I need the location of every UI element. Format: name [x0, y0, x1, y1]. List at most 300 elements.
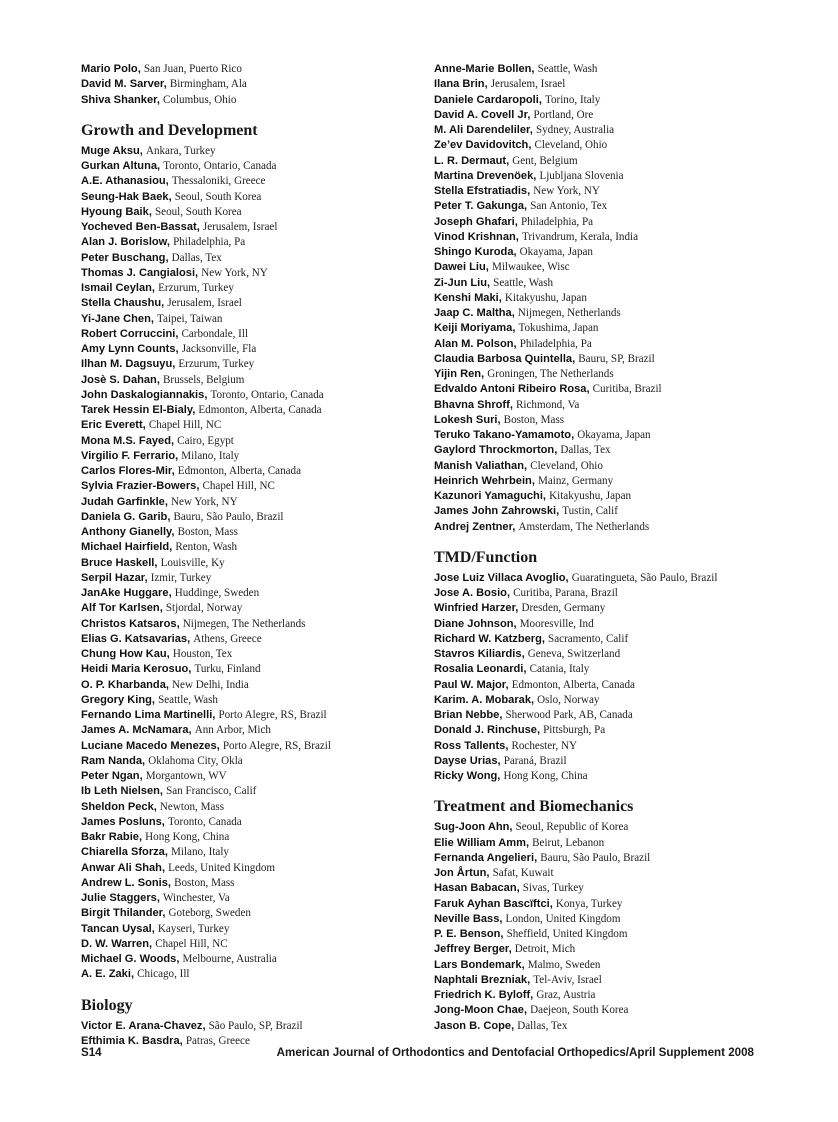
reviewer-location: Boston, Mass: [503, 413, 565, 426]
reviewer-location: Okayama, Japan: [577, 429, 651, 441]
reviewer-entry: [81, 190, 421, 205]
reviewer-entry: [81, 525, 421, 540]
reviewer-name: Virgilio F. Ferrario: [81, 449, 176, 462]
name-separator: ,: [497, 413, 504, 426]
name-separator: ,: [172, 358, 179, 371]
reviewer-location: Cairo, Egypt: [177, 434, 234, 447]
reviewer-location: Bauru, São Paulo, Brazil: [540, 851, 651, 864]
reviewer-name: John Daskalogiannakis: [81, 388, 205, 401]
reviewer-location: Chicago, Ill: [137, 968, 190, 981]
reviewer-name: Gaylord Throckmorton: [434, 444, 555, 457]
reviewer-location: Mooresville, Ind: [519, 617, 594, 630]
reviewer-location: Jerusalem, Israel: [167, 297, 242, 310]
reviewer-name: Ilhan M. Dagsuyu: [81, 358, 173, 371]
name-separator: ,: [202, 1019, 209, 1032]
reviewer-name: Neville Bass: [434, 912, 500, 925]
reviewer-location: Hong Kong, China: [145, 831, 230, 843]
reviewer-name: Ib Leth Nielsen: [81, 785, 160, 798]
reviewer-entry: [81, 495, 421, 510]
reviewer-location: Carbondale, Ill: [181, 327, 249, 340]
reviewer-name: Edvaldo Antoni Ribeiro Rosa: [434, 383, 587, 396]
name-separator: ,: [139, 144, 146, 157]
reviewer-entry: [434, 571, 804, 586]
reviewer-entry: [434, 739, 804, 754]
reviewer-entry: [434, 93, 804, 108]
reviewer-entry: [81, 418, 421, 433]
name-separator: ,: [171, 434, 178, 447]
reviewer-location: Milwaukee, Wisc: [491, 261, 570, 274]
name-separator: ,: [527, 185, 534, 197]
reviewer-entry: [81, 434, 421, 449]
reviewer-name: Thomas J. Cangialosi: [81, 266, 196, 279]
reviewer-location: Okayama, Japan: [519, 246, 593, 258]
reviewer-location: Jerusalem, Israel: [490, 78, 566, 91]
reviewer-entry: [81, 388, 421, 403]
reviewer-name: Anne-Marie Bollen: [434, 63, 532, 75]
name-separator: ,: [511, 1019, 518, 1032]
reviewer-location: Detroit, Mich: [514, 943, 576, 956]
name-separator: ,: [515, 602, 522, 615]
reviewer-location: Newton, Mass: [159, 800, 225, 813]
reviewer-entry: [434, 459, 804, 474]
name-separator: ,: [505, 739, 512, 752]
page-footer: [81, 1046, 754, 1062]
name-separator: ,: [156, 892, 164, 904]
name-separator: ,: [163, 78, 170, 91]
name-separator: ,: [571, 429, 578, 441]
reviewer-location: Trivandrum, Kerala, India: [521, 230, 638, 243]
reviewer-entry: [434, 601, 804, 616]
reviewer-name: Brian Nebbe: [434, 709, 500, 721]
name-separator: ,: [541, 632, 549, 645]
reviewer-entry: [81, 235, 421, 250]
name-separator: ,: [153, 800, 160, 813]
name-separator: ,: [148, 205, 155, 218]
reviewer-name: Joseph Ghafari: [434, 215, 515, 228]
name-separator: ,: [531, 63, 538, 75]
reviewer-name: Teruko Takano-Yamamoto: [434, 429, 572, 441]
reviewer-name: Sheldon Peck: [81, 800, 154, 813]
reviewer-location: Paraná, Brazil: [503, 754, 567, 767]
reviewer-name: Michael G. Woods: [81, 953, 177, 965]
reviewer-location: São Paulo, SP, Brazil: [208, 1019, 303, 1032]
name-separator: ,: [151, 282, 159, 294]
reviewer-entry: [434, 973, 804, 988]
reviewer-location: New York, NY: [201, 266, 268, 279]
reviewer-location: Malmo, Sweden: [527, 958, 601, 971]
reviewer-entry: [434, 321, 804, 336]
reviewer-entry: [434, 723, 804, 738]
name-separator: ,: [531, 474, 538, 487]
name-separator: ,: [195, 266, 202, 279]
reviewer-name: Ze’ev Davidovitch: [434, 139, 529, 152]
name-separator: ,: [187, 632, 194, 645]
name-separator: ,: [188, 663, 195, 676]
reviewer-name: Anthony Gianelly: [81, 526, 172, 538]
reviewer-name: Efthimia K. Basdra: [81, 1034, 180, 1047]
reviewer-entry: [81, 861, 421, 876]
reviewer-entry: [81, 373, 421, 388]
reviewer-name: Peter T. Gakunga: [434, 200, 525, 213]
name-separator: ,: [513, 246, 520, 258]
reviewer-location: Seoul, South Korea: [154, 205, 242, 218]
reviewer-name: James John Zahrowski: [434, 505, 557, 518]
reviewer-location: Gent, Belgium: [512, 154, 578, 167]
reviewer-location: Sheffield, United Kingdom: [506, 928, 628, 940]
reviewer-location: Curitiba, Brazil: [592, 383, 662, 396]
reviewer-name: Robert Corruccini: [81, 327, 176, 340]
name-separator: ,: [142, 419, 149, 432]
reviewer-location: Sherwood Park, AB, Canada: [505, 709, 633, 721]
name-separator: ,: [175, 449, 182, 462]
reviewer-entry: [434, 504, 804, 519]
reviewer-entry: [434, 428, 804, 443]
reviewer-name: Stella Efstratiadis: [434, 185, 528, 197]
reviewer-entry: [434, 912, 804, 927]
section-heading-growth-and-development: Growth and Development: [81, 121, 258, 139]
reviewer-name: Heinrich Wehrbein: [434, 474, 532, 487]
reviewer-location: Milano, Italy: [181, 449, 240, 462]
reviewer-entry: [434, 617, 804, 632]
reviewer-location: Sivas, Turkey: [522, 882, 584, 895]
name-separator: ,: [166, 648, 173, 660]
reviewer-name: Sug-Joon Ahn: [434, 821, 510, 834]
name-separator: ,: [531, 693, 538, 706]
name-separator: ,: [513, 337, 520, 350]
reviewer-entry: [434, 754, 804, 769]
name-separator: ,: [139, 770, 146, 782]
reviewer-entry: [434, 291, 804, 306]
reviewer-location: Dallas, Tex: [171, 251, 222, 264]
reviewer-entry: [434, 77, 804, 92]
reviewer-name: Daniele Cardaropoli: [434, 93, 539, 106]
reviewer-location: Bauru, São Paulo, Brazil: [173, 510, 284, 523]
reviewer-name: Judah Garfinkle: [81, 495, 165, 508]
reviewer-entry: [81, 830, 421, 845]
right-column: [434, 62, 804, 1034]
name-separator: ,: [164, 495, 172, 508]
reviewer-entry: [81, 556, 421, 571]
reviewer-entry: [81, 586, 421, 601]
reviewer-entry: [81, 937, 421, 952]
reviewer-name: David M. Sarver: [81, 78, 164, 91]
reviewer-name: Stella Chaushu: [81, 297, 162, 310]
reviewer-name: Karim. A. Mobarak: [434, 693, 531, 706]
reviewer-name: Christos Katsaros: [81, 617, 177, 630]
reviewer-entry: [81, 754, 421, 769]
reviewer-name: Peter Ngan: [81, 770, 140, 782]
reviewer-entry: [81, 510, 421, 525]
name-separator: ,: [565, 571, 572, 584]
reviewer-location: Sydney, Australia: [535, 124, 615, 136]
reviewer-location: Seoul, South Korea: [174, 190, 262, 203]
reviewer-entry: [434, 708, 804, 723]
reviewer-name: Mona M.S. Fayed: [81, 434, 171, 447]
name-separator: ,: [505, 678, 512, 691]
reviewer-name: Fernando Lima Martinelli: [81, 709, 213, 721]
reviewer-location: Athens, Greece: [193, 632, 262, 645]
reviewer-entry: [434, 693, 804, 708]
reviewer-location: Konya, Turkey: [555, 897, 623, 910]
name-separator: ,: [499, 709, 506, 721]
reviewer-name: James Posluns: [81, 815, 162, 828]
reviewer-location: Boston, Mass: [174, 876, 235, 889]
reviewer-name: Diane Johnson: [434, 617, 514, 630]
reviewer-location: Tokushima, Japan: [518, 322, 599, 335]
reviewer-location: Kitakyushu, Japan: [504, 291, 587, 304]
name-separator: ,: [179, 1034, 186, 1047]
name-separator: ,: [533, 169, 540, 182]
reviewer-entry: [434, 678, 804, 693]
reviewer-entry: [434, 647, 804, 662]
reviewer-entry: [81, 144, 421, 159]
name-separator: ,: [216, 739, 223, 752]
name-separator: ,: [549, 897, 556, 910]
reviewer-entry: [81, 739, 421, 754]
reviewer-entry: [434, 215, 804, 230]
reviewer-location: Philadelphia, Pa: [520, 215, 594, 228]
name-separator: ,: [536, 724, 544, 737]
name-separator: ,: [165, 175, 172, 188]
reviewer-location: Chapel Hill, NC: [202, 480, 275, 493]
name-separator: ,: [527, 108, 534, 121]
reviewer-location: Izmir, Turkey: [150, 571, 212, 584]
reviewer-location: San Juan, Puerto Rico: [143, 63, 242, 75]
reviewer-name: Tarek Hessin El-Bialy: [81, 404, 193, 416]
reviewer-location: Taipei, Taiwan: [157, 312, 223, 325]
reviewer-name: A. E. Zaki: [81, 968, 131, 981]
reviewer-location: Renton, Wash: [175, 541, 238, 554]
name-separator: ,: [528, 139, 535, 152]
reviewer-name: James A. McNamara: [81, 724, 189, 737]
reviewer-entry: [434, 337, 804, 352]
reviewer-location: Pittsburgh, Pa: [543, 724, 606, 737]
reviewer-entry: [81, 845, 421, 860]
reviewer-name: M. Ali Darendeliler: [434, 124, 530, 136]
reviewer-name: Winfried Harzer: [434, 602, 516, 615]
left-column: [81, 62, 421, 1049]
reviewer-name: Fernanda Angelieri: [434, 851, 535, 864]
reviewer-name: Seung-Hak Baek: [81, 190, 169, 203]
reviewer-name: Jose A. Bosio: [434, 587, 507, 599]
name-separator: ,: [513, 617, 520, 630]
reviewer-entry: [81, 449, 421, 464]
reviewer-name: Alf Tor Karlsen: [81, 602, 160, 615]
reviewer-name: Bhavna Shroff: [434, 398, 510, 411]
reviewer-name: Bruce Haskell: [81, 556, 155, 569]
reviewer-location: Boston, Mass: [177, 526, 238, 538]
name-separator: ,: [138, 831, 146, 843]
reviewer-location: Jacksonville, Fla: [181, 343, 257, 355]
name-separator: ,: [506, 154, 513, 167]
reviewer-name: Rosalia Leonardi: [434, 663, 524, 676]
reviewer-name: Tancan Uysal: [81, 922, 152, 935]
reviewer-entry: [434, 958, 804, 973]
reviewer-entry: [81, 906, 421, 921]
reviewer-name: Kenshi Maki: [434, 291, 499, 304]
reviewer-entry: [434, 62, 804, 77]
name-separator: ,: [176, 953, 183, 965]
reviewer-location: Ann Arbor, Mich: [194, 724, 271, 737]
reviewer-name: Josè S. Dahan: [81, 373, 157, 386]
reviewer-entry: [81, 784, 421, 799]
reviewer-name: Mario Polo: [81, 63, 138, 75]
name-separator: ,: [487, 276, 494, 289]
reviewer-name: Peter Buschang: [81, 251, 166, 264]
reviewer-entry: [81, 601, 421, 616]
reviewer-entry: [81, 327, 421, 342]
name-separator: ,: [498, 291, 505, 304]
reviewer-location: Patras, Greece: [185, 1034, 250, 1047]
page-number: S14: [81, 1046, 102, 1059]
reviewer-location: Geneva, Switzerland: [527, 648, 621, 660]
reviewer-name: Yijin Ren: [434, 368, 482, 380]
name-separator: ,: [166, 236, 174, 249]
reviewer-location: Huddinge, Sweden: [174, 587, 260, 599]
reviewer-name: Andrej Zentner: [434, 520, 513, 533]
reviewer-location: Morgantown, WV: [145, 770, 227, 782]
reviewer-entry: [434, 662, 804, 677]
reviewer-entry: [434, 866, 804, 881]
reviewer-entry: [434, 138, 804, 153]
name-separator: ,: [499, 912, 506, 925]
reviewer-name: Alan M. Polson: [434, 337, 514, 350]
reviewer-name: Keiji Moriyama: [434, 322, 513, 335]
reviewer-location: Beirut, Lebanon: [532, 836, 605, 849]
reviewer-entry: [81, 464, 421, 479]
reviewer-name: Yi-Jane Chen: [81, 312, 151, 325]
section-heading-treatment-and-biomechanics: Treatment and Biomechanics: [434, 798, 634, 816]
reviewer-location: Kayseri, Turkey: [157, 922, 230, 935]
name-separator: ,: [481, 368, 488, 380]
reviewer-location: Dallas, Tex: [560, 444, 611, 457]
reviewer-entry: [81, 815, 421, 830]
reviewer-name: P. E. Benson: [434, 928, 501, 940]
reviewer-name: Ismail Ceylan: [81, 282, 152, 294]
name-separator: ,: [506, 587, 514, 599]
name-separator: ,: [159, 602, 166, 615]
reviewer-location: Edmonton, Alberta, Canada: [511, 678, 635, 691]
reviewer-name: Lars Bondemark: [434, 958, 522, 971]
reviewer-name: Andrew L. Sonis: [81, 876, 168, 889]
reviewer-name: A.E. Athanasiou: [81, 175, 166, 188]
reviewer-entry: [81, 617, 421, 632]
journal-title: American Journal of Orthodontics and Dentofacial Orthopedics/April Supplement 2008: [276, 1046, 754, 1059]
name-separator: ,: [527, 973, 534, 986]
reviewer-name: Lokesh Suri: [434, 413, 498, 426]
reviewer-location: Porto Alegre, RS, Brazil: [222, 739, 331, 752]
reviewer-location: New York, NY: [171, 495, 238, 508]
reviewer-entry: [434, 108, 804, 123]
reviewer-entry: [81, 220, 421, 235]
reviewer-entry: [81, 205, 421, 220]
name-separator: ,: [167, 510, 174, 523]
reviewer-name: Jeffrey Berger: [434, 943, 509, 956]
reviewer-location: Winchester, Va: [163, 892, 230, 904]
reviewer-name: Elias G. Katsavarias: [81, 632, 188, 645]
reviewer-location: Milano, Italy: [171, 846, 229, 859]
name-separator: ,: [167, 876, 175, 889]
reviewer-location: Oslo, Norway: [537, 693, 600, 706]
reviewer-location: Guaratingueta, São Paulo, Brazil: [571, 571, 718, 584]
reviewer-name: Yocheved Ben-Bassat: [81, 221, 197, 233]
reviewer-location: San Antonio, Tex: [530, 200, 608, 213]
name-separator: ,: [192, 404, 199, 416]
reviewer-location: Portland, Ore: [533, 108, 594, 121]
reviewer-location: Birmingham, Ala: [169, 78, 247, 91]
reviewer-name: Eric Everett: [81, 419, 143, 432]
name-separator: ,: [130, 968, 138, 981]
reviewer-entry: [81, 479, 421, 494]
name-separator: ,: [523, 663, 530, 676]
reviewer-entry: [81, 540, 421, 555]
reviewer-name: Julie Staggers: [81, 892, 157, 904]
name-separator: ,: [159, 785, 167, 798]
name-separator: ,: [162, 907, 169, 920]
name-separator: ,: [524, 459, 531, 472]
reviewer-name: Gregory King: [81, 693, 152, 706]
name-separator: ,: [509, 821, 516, 834]
name-separator: ,: [171, 526, 178, 538]
reviewer-location: London, United Kingdom: [505, 912, 621, 925]
reviewer-name: Carlos Flores-Mir: [81, 465, 172, 477]
name-separator: ,: [171, 465, 178, 477]
reviewer-location: Ljubljana Slovenia: [539, 169, 624, 182]
section-heading-biology: Biology: [81, 996, 133, 1014]
reviewer-location: Richmond, Va: [516, 398, 580, 411]
reviewer-name: Jon Årtun: [434, 867, 487, 879]
reviewer-location: Erzurum, Turkey: [158, 282, 234, 294]
reviewer-entry: [81, 251, 421, 266]
reviewer-location: Hong Kong, China: [503, 770, 588, 782]
name-separator: ,: [196, 221, 203, 233]
reviewer-name: Elie William Amm: [434, 836, 526, 849]
reviewer-name: Jose Luiz Villaca Avoglio: [434, 571, 566, 584]
reviewer-location: Toronto, Ontario, Canada: [210, 388, 324, 401]
reviewer-location: Amsterdam, The Netherlands: [518, 520, 650, 533]
name-separator: ,: [497, 754, 504, 767]
name-separator: ,: [538, 93, 545, 106]
reviewer-name: Ross Tallents: [434, 739, 506, 752]
reviewer-location: Curitiba, Parana, Brazil: [513, 587, 618, 599]
reviewer-name: Alan J. Borislow: [81, 236, 167, 249]
reviewer-entry: [434, 306, 804, 321]
name-separator: ,: [137, 63, 144, 75]
reviewer-entry: [81, 632, 421, 647]
name-separator: ,: [168, 190, 175, 203]
reviewer-entry: [434, 169, 804, 184]
reviewer-entry: [81, 876, 421, 891]
reviewer-location: Seoul, Republic of Korea: [515, 821, 629, 834]
name-separator: ,: [542, 490, 550, 502]
reviewer-name: Anwar Ali Shah: [81, 861, 162, 874]
reviewer-location: Toronto, Ontario, Canada: [163, 160, 277, 172]
name-separator: ,: [165, 251, 172, 264]
reviewer-name: Manish Valiathan: [434, 459, 525, 472]
name-separator: ,: [151, 922, 158, 935]
reviewer-name: Stavros Kiliardis: [434, 648, 522, 660]
name-separator: ,: [523, 1004, 531, 1017]
reviewer-entry: [81, 159, 421, 174]
reviewer-name: Bakr Rabie: [81, 831, 139, 843]
reviewer-location: Dallas, Tex: [517, 1019, 568, 1032]
reviewer-location: Mainz, Germany: [537, 474, 614, 487]
name-separator: ,: [161, 861, 169, 874]
reviewer-name: Vinod Krishnan: [434, 230, 516, 243]
reviewer-location: Edmonton, Alberta, Canada: [177, 465, 302, 477]
reviewer-name: D. W. Warren: [81, 937, 150, 950]
reviewer-location: Torino, Italy: [544, 93, 601, 106]
